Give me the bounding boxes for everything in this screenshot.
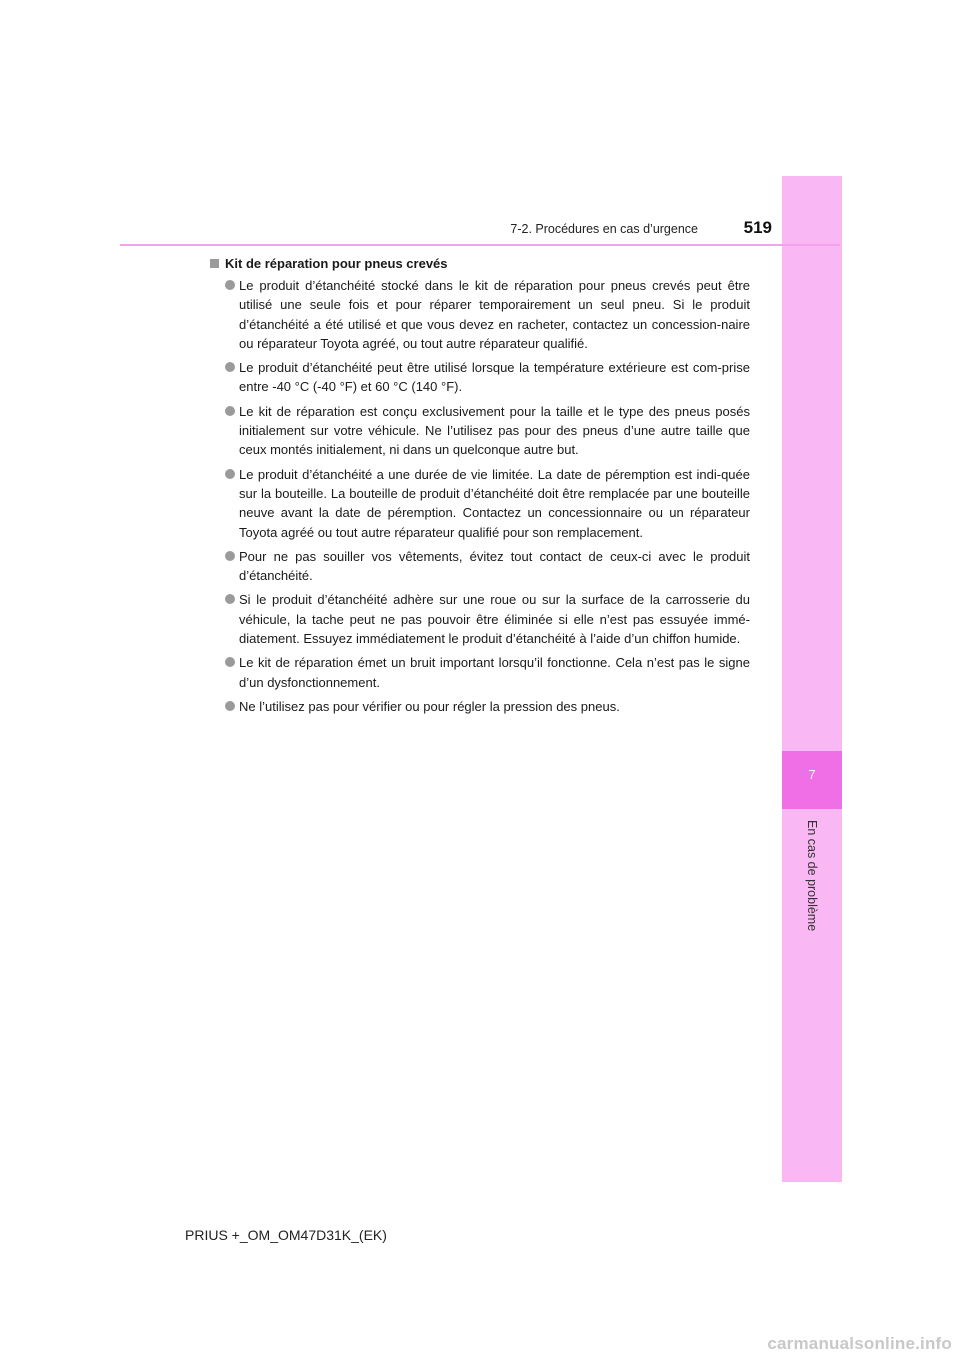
list-item-text: Ne l’utilisez pas pour vérifier ou pour régler la pression des pneus. — [239, 698, 620, 714]
list-item — [210, 465, 750, 542]
list-item — [210, 547, 750, 586]
square-bullet-icon — [210, 259, 219, 268]
circle-bullet-icon — [225, 551, 235, 561]
chapter-side-tab — [782, 176, 842, 1182]
chapter-title: En cas de problème — [805, 820, 819, 932]
list-item-text: Le kit de réparation est conçu exclusivement pour la taille et le type des pneus posés initialement sur votre véhicule. Ne l’utilisez pas pour des pneus d’une autre taille que ceux montés initialement, ni dans un quelconque autre but. — [239, 403, 750, 458]
bullet-list — [210, 276, 750, 716]
page-content — [210, 254, 750, 721]
header-divider — [120, 244, 840, 246]
list-item — [210, 276, 750, 353]
page-header — [120, 212, 780, 242]
page-number: 519 — [743, 218, 772, 237]
list-item — [210, 697, 750, 716]
section-heading-text: Kit de réparation pour pneus crevés — [225, 256, 448, 271]
list-item-text: Le kit de réparation émet un bruit important lorsqu’il fonctionne. Cela n’est pas le signe d’un dysfonctionnement. — [239, 655, 750, 690]
list-item — [210, 653, 750, 692]
circle-bullet-icon — [225, 469, 235, 479]
manual-code: PRIUS +_OM_OM47D31K_(EK) — [185, 1227, 387, 1243]
circle-bullet-icon — [225, 406, 235, 416]
circle-bullet-icon — [225, 280, 235, 290]
section-title: 7-2. Procédures en cas d’urgence — [510, 222, 698, 236]
list-item-text: Si le produit d’étanchéité adhère sur une roue ou sur la surface de la carrosserie du véhicule, la tache peut ne pas pouvoir être éliminée si elle n’est pas essuyée immé-diatement. Essuyez immédiatement le produit d’étanchéité à l’aide d’un chiffon humide. — [239, 592, 750, 647]
circle-bullet-icon — [225, 362, 235, 372]
circle-bullet-icon — [225, 701, 235, 711]
list-item — [210, 402, 750, 460]
list-item-text: Le produit d’étanchéité peut être utilisé lorsque la température extérieure est com-prise entre -40 °C (-40 °F) et 60 °C (140 °F). — [239, 360, 750, 395]
list-item-text: Pour ne pas souiller vos vêtements, évitez tout contact de ceux-ci avec le produit d’étanchéité. — [239, 548, 750, 584]
circle-bullet-icon — [225, 657, 235, 667]
section-heading — [210, 254, 750, 274]
list-item-text: Le produit d’étanchéité a une durée de vie limitée. La date de péremption est indi-quée sur la bouteille. La bouteille de produit d’étanchéité doit être remplacée par une bouteille neuve avant la date de péremption. Contactez un concessionnaire ou un réparateur Toyota agréé ou tout autre réparateur qualifié pour son remplacement. — [239, 466, 750, 540]
list-item-text: Le produit d’étanchéité stocké dans le kit de réparation pour pneus crevés peut être utilisé une seule fois et pour réparer temporairement un seul pneu. Si le produit d’étanchéité a été utilisé et que vous devez en racheter, contactez un concession-naire ou réparateur Toyota agréé, ou tout autre réparateur qualifié. — [239, 278, 750, 351]
list-item — [210, 358, 750, 397]
watermark-text: carmanualsonline.info — [767, 1334, 952, 1353]
chapter-number: 7 — [808, 767, 816, 782]
list-item — [210, 590, 750, 648]
circle-bullet-icon — [225, 594, 235, 604]
